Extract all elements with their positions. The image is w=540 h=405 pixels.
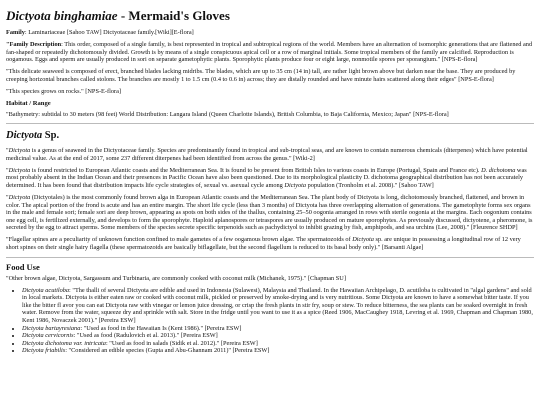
family-description-text: : This order, composed of a single family, is best represented in tropical and subtropical regions of the world. Members have an alternation of isomorphic generations that are flattened and fan-shaped or repeatedly dichotomously divided. Growth is by means of a single conspicuous apical cell or a row of marginal initials. Some tropical members of the family are calcified. Reproduction is oogamous. Eggs and sperm are usually produced in sori on separate gametophytic plants. Sporophytic plants produce four or eight large, nonmotile spores per sporangium." [NPS-E-flora] [6, 40, 533, 64]
list-item [22, 347, 534, 355]
list-item [22, 325, 534, 333]
food-use-heading: Food Use [6, 261, 40, 272]
family-description [6, 41, 534, 64]
divider [6, 257, 534, 258]
list-item-text: : "Considered an edible species (Gupta and Abu-Ghannam 2011)" [Pereira ESW] [65, 347, 270, 355]
species-name: Dictyota friabilis [22, 347, 66, 355]
food-use-list [6, 287, 534, 355]
dictyota-heading [6, 130, 534, 142]
page-title [6, 8, 534, 23]
page-title-common: - Mermaid's Gloves [117, 8, 230, 23]
species-name: Dictyota cervicornis [22, 332, 74, 340]
scientific-name: Dictyota [284, 182, 307, 190]
dictyota-paragraph-4 [6, 236, 534, 251]
list-item [22, 332, 534, 340]
scientific-name: Dictyota [352, 236, 374, 244]
text-run: (Dictyotales) is the most commonly found brown alga in European Atlantic coasts and the Mediterranean Sea. The plant body of Dictyota is long, dichotomously branched, flattened, and brown in color. The apical portion of the frond is acute and has an entire margin. The short life cycle (less than 3 months) of Dictyota has three overlapping alternation of generations. The gametophyte forms sex organs in the male and female sori; female sori are deep brown, appearing as spots on both sides of the thallus, containing 25–50 oogonia arranged in rows with sterile oogonia at the margins. Each oogonium contains one egg cell, is fertilized externally, and develops to form the sporophyte. Haploid aplanospores or tetraspores are usually produced on mature sporophytes. As previously discussed, dictyotene, a pheromone, is secreted by the egg to attract sperms. Some members of the species secrete specific terpenoids such as pachydictyol to inhibit grazing by fish, amphipods, and sea urchins (Lee, 2008)." [Fleurence SHDP] [6, 194, 533, 232]
text-run: population (Tronholm et al. 2008)." [Sahoo TAW] [306, 182, 434, 190]
list-item [22, 340, 534, 348]
habitat-heading: Habitat / Range [6, 99, 51, 107]
text-run: "Flagellar spines are a peculiarity of unknown function confined to male gametes of a few oogamous brown algae. The spermatozoids of [6, 236, 353, 244]
list-item-text: : "Used as food in salads (Sidik et al. 2012)." [Pereira ESW] [105, 339, 258, 347]
rocks-paragraph: "This species grows on rocks." [NPS-E-flora] [6, 87, 121, 95]
text-run: is found restricted to European Atlantic coasts and the Mediterranean Sea. It is found to be present from British Isles to various coasts in Europe (Portugal, Spain and France etc). [30, 166, 482, 174]
scientific-name: Dictyota [8, 194, 31, 202]
scientific-name: Dictyota [8, 166, 31, 174]
list-item [22, 287, 534, 325]
text-run: sp. are unique in possessing a longitudinal row of 12 very short spines on their single hairy flagella (these spermatozoids are basically biflagellate, but the second flagellum is reduced to its basal body only)." [Barsanti Algae] [6, 236, 521, 252]
text-run: " [6, 166, 9, 174]
dictyota-paragraph-3 [6, 194, 534, 232]
species-name: Dictyota dichotoma var. intricata [22, 339, 106, 347]
family-value: : Laminariaceae [Sahoo TAW] Dictyotaceae family.[Wiki][E-flora] [24, 29, 194, 36]
scientific-name: Dictyota [8, 147, 31, 155]
species-name: Dictyota bartayresiana [22, 324, 81, 332]
list-item-text: : "The thalli of several Dictyota are edible and used in Indonesia (Sulawesi), Malaysia and Thailand. In the Hawaiian Archipelago, D. acutiloba is cultivated in "algal gardens" and sold in local markets. Dictyota is either eaten raw or cooked with coconut milk, pickled or preserved by smoke-drying and is very nutritious. Some Dictyota are known to have a somewhat bitter taste. If you like the bitter fl avor you can eat Dictyota raw with vinegar or lemon juice dressing, or crisp the fresh plants in stir fry, soup or stew. To reduce bitterness, the sea plants can be soaked overnight in fresh water. Remove from the water, squeeze dry and sprinkle with salt. Store in the fridge until you want to use it as a spice (Reed 1906, MacCaughey 1918, Levring et al. 1969, Chapman and Chapman 1980, Kent 1986, Novaczek 2001)." [Pereira ESW] [22, 286, 533, 324]
species-name: Dictyota acutiloba [22, 286, 70, 294]
list-item-text: : "Used as food in the Hawaiian Is (Kent 1986)." [Pereira ESW] [80, 324, 242, 332]
dictyota-paragraph-1 [6, 147, 534, 162]
text-run: " [6, 147, 9, 155]
scientific-name: D. dichotoma [481, 166, 516, 174]
text-run: was most probably absent in the Indian Ocean and their presences in Pacific Ocean have also been questioned. Due to its morphological plasticity D. dichotoma geographical distribution has not been accurately determined. It has been found that distribution impacts life cycle strategies of, sexual vs. asexual cycle among [6, 166, 527, 190]
family-line [6, 29, 534, 37]
food-use-intro: "Other brown algae, Dictyota, Sargassum and Turbinaria, are commonly cooked with coconut milk (Michanek, 1975)." [Chapman SU] [6, 274, 346, 282]
text-run: is a genus of seaweed in the Dictyotaceae family. Species are predominantly found in tropical and sub-tropical seas, and are known to contain numerous chemicals (diterpenes) which have potential medicinal value. As at the end of 2017, some 237 different diterpenes had been identified from across the genus." [Wiki-2] [6, 147, 528, 162]
family-label: Family [6, 29, 25, 36]
text-run: " [6, 194, 9, 202]
habitat-text: "Bathymetry: subtidal to 30 meters (98 feet) World Distribution: Langara Island (Queen Charlotte Islands), British Columbia, to Baja California, Mexico; Japan" [NPS-E-flora] [6, 110, 449, 118]
dictyota-heading-rest: Sp. [42, 130, 60, 142]
dictyota-heading-scientific: Dictyota [6, 130, 43, 142]
dictyota-paragraph-2 [6, 167, 534, 190]
list-item-text: : "Used as food (Radulovich et al. 2013)." [Pereira ESW] [73, 332, 218, 340]
delicate-paragraph: "This delicate seaweed is composed of erect, branched blades lacking midribs. The blades, which are up to 35 cm (14 in) tall, are rather light brown above but darken near the base. They are produced by creeping horizontal branches called stolons. The branches are mostly 1 to 1.5 cm (0.4 to 0.6 in) across; they are distally rounded and have minute hairs scattered along their edges" [NPS-E-flora] [6, 68, 516, 83]
family-description-label: "Family Description [6, 40, 62, 48]
divider [6, 123, 534, 124]
page-title-scientific: Dictyota binghamiae [6, 8, 118, 23]
